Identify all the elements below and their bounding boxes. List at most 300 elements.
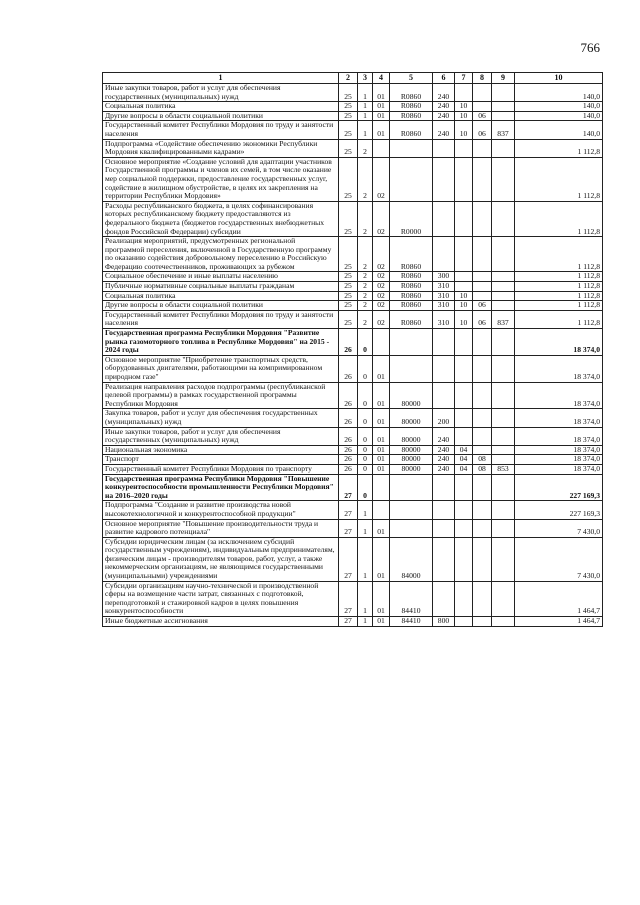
code-cell xyxy=(455,355,473,382)
row-name-cell: Публичные нормативные социальные выплаты гражданам xyxy=(103,282,339,292)
table-row xyxy=(103,291,603,301)
code-cell xyxy=(473,519,492,537)
code-cell: 26 xyxy=(339,409,358,427)
code-cell xyxy=(492,139,515,157)
code-cell: 01 xyxy=(373,581,390,616)
code-cell xyxy=(492,617,515,627)
code-cell: 06 xyxy=(473,301,492,311)
page-number: 766 xyxy=(580,40,600,55)
code-cell: 10 xyxy=(455,291,473,301)
code-cell: 04 xyxy=(455,445,473,455)
row-name-cell: Другие вопросы в области социальной политики xyxy=(103,111,339,121)
table-row xyxy=(103,501,603,519)
row-name-cell: Расходы республиканского бюджета, в целях софинансирования которых республиканскому бюджету предоставляются из федерального бюджета (бюджетов государственных внебюджетных фондов Российской Федерации) субсидии xyxy=(103,201,339,236)
code-cell: 240 xyxy=(433,84,455,102)
row-name-cell: Социальная политика xyxy=(103,102,339,112)
code-cell xyxy=(390,519,433,537)
code-cell xyxy=(373,501,390,519)
code-cell: 01 xyxy=(373,111,390,121)
code-cell xyxy=(473,329,492,356)
table-row xyxy=(103,139,603,157)
code-cell xyxy=(492,282,515,292)
code-cell: 310 xyxy=(433,310,455,328)
code-cell: 25 xyxy=(339,157,358,201)
code-cell: 2 xyxy=(358,282,373,292)
code-cell: 1 xyxy=(358,84,373,102)
code-cell: 837 xyxy=(492,310,515,328)
code-cell: 25 xyxy=(339,201,358,236)
code-cell: R0860 xyxy=(390,310,433,328)
table-row xyxy=(103,201,603,236)
amount-cell: 1 464,7 xyxy=(515,581,603,616)
code-cell: 10 xyxy=(455,102,473,112)
row-name-cell: Транспорт xyxy=(103,455,339,465)
code-cell: 27 xyxy=(339,617,358,627)
code-cell: 310 xyxy=(433,291,455,301)
amount-cell: 18 374,0 xyxy=(515,329,603,356)
code-cell: 26 xyxy=(339,427,358,445)
code-cell: 02 xyxy=(373,157,390,201)
table-row xyxy=(103,121,603,139)
code-cell: 08 xyxy=(473,455,492,465)
table-row xyxy=(103,329,603,356)
code-cell xyxy=(492,329,515,356)
code-cell xyxy=(455,157,473,201)
code-cell: 0 xyxy=(358,355,373,382)
code-cell: 1 xyxy=(358,581,373,616)
amount-cell: 1 112,8 xyxy=(515,157,603,201)
code-cell: 26 xyxy=(339,355,358,382)
table-row xyxy=(103,301,603,311)
code-cell: 10 xyxy=(455,310,473,328)
code-cell xyxy=(473,272,492,282)
code-cell: R0860 xyxy=(390,237,433,272)
code-cell: 25 xyxy=(339,272,358,282)
code-cell: 02 xyxy=(373,291,390,301)
code-cell: 80000 xyxy=(390,409,433,427)
amount-cell: 140,0 xyxy=(515,121,603,139)
code-cell: 02 xyxy=(373,310,390,328)
code-cell xyxy=(433,157,455,201)
code-cell xyxy=(433,581,455,616)
code-cell xyxy=(433,237,455,272)
code-cell: 0 xyxy=(358,474,373,501)
code-cell xyxy=(492,519,515,537)
code-cell xyxy=(390,139,433,157)
code-cell: 26 xyxy=(339,329,358,356)
code-cell: 25 xyxy=(339,282,358,292)
code-cell xyxy=(455,427,473,445)
code-cell: 200 xyxy=(433,409,455,427)
code-cell xyxy=(390,501,433,519)
code-cell: 25 xyxy=(339,84,358,102)
code-cell xyxy=(390,355,433,382)
code-cell: 25 xyxy=(339,310,358,328)
code-cell: 1 xyxy=(358,617,373,627)
code-cell: R0000 xyxy=(390,201,433,236)
code-cell: 26 xyxy=(339,464,358,474)
code-cell: 240 xyxy=(433,464,455,474)
code-cell xyxy=(492,455,515,465)
code-cell: 2 xyxy=(358,157,373,201)
code-cell xyxy=(433,139,455,157)
code-cell: 84410 xyxy=(390,617,433,627)
row-name-cell: Подпрограмма «Содействие обеспечению экономики Республики Мордовия квалифицированными кадрами» xyxy=(103,139,339,157)
code-cell: 1 xyxy=(358,537,373,581)
code-cell xyxy=(492,102,515,112)
code-cell xyxy=(433,474,455,501)
code-cell: 25 xyxy=(339,301,358,311)
code-cell: 01 xyxy=(373,455,390,465)
code-cell: 1 xyxy=(358,111,373,121)
code-cell: 02 xyxy=(373,301,390,311)
amount-cell: 140,0 xyxy=(515,111,603,121)
column-header: 1 xyxy=(103,73,339,84)
code-cell xyxy=(390,474,433,501)
code-cell xyxy=(492,84,515,102)
code-cell: 01 xyxy=(373,355,390,382)
table-row xyxy=(103,445,603,455)
code-cell: 1 xyxy=(358,121,373,139)
code-cell xyxy=(373,329,390,356)
amount-cell: 1 112,8 xyxy=(515,201,603,236)
column-header: 10 xyxy=(515,73,603,84)
row-name-cell: Социальное обеспечение и иные выплаты населению xyxy=(103,272,339,282)
code-cell xyxy=(492,237,515,272)
row-name-cell: Государственная программа Республики Мордовия "Развитие рынка газомоторного топлива в Республике Мордовия" на 2015 - 2024 годы xyxy=(103,329,339,356)
table-row xyxy=(103,84,603,102)
amount-cell: 140,0 xyxy=(515,102,603,112)
row-name-cell: Подпрограмма "Создание и развитие производства новой высокотехнологичной и конкурентоспособной продукции" xyxy=(103,501,339,519)
code-cell: 26 xyxy=(339,445,358,455)
column-header: 4 xyxy=(373,73,390,84)
code-cell xyxy=(455,139,473,157)
code-cell: 01 xyxy=(373,102,390,112)
code-cell: 240 xyxy=(433,427,455,445)
code-cell: 800 xyxy=(433,617,455,627)
code-cell xyxy=(433,519,455,537)
code-cell: 25 xyxy=(339,121,358,139)
amount-cell: 227 169,3 xyxy=(515,474,603,501)
code-cell xyxy=(473,84,492,102)
code-cell xyxy=(455,501,473,519)
code-cell: 04 xyxy=(455,464,473,474)
amount-cell: 18 374,0 xyxy=(515,409,603,427)
code-cell xyxy=(473,474,492,501)
code-cell xyxy=(473,237,492,272)
code-cell xyxy=(492,382,515,409)
code-cell xyxy=(473,157,492,201)
table-row xyxy=(103,355,603,382)
code-cell: 240 xyxy=(433,111,455,121)
table-body xyxy=(103,84,603,627)
code-cell: 06 xyxy=(473,121,492,139)
table-row xyxy=(103,581,603,616)
code-cell: 26 xyxy=(339,382,358,409)
code-cell xyxy=(492,111,515,121)
column-header: 6 xyxy=(433,73,455,84)
code-cell xyxy=(455,84,473,102)
code-cell: 2 xyxy=(358,139,373,157)
row-name-cell: Национальная экономика xyxy=(103,445,339,455)
code-cell xyxy=(473,445,492,455)
code-cell xyxy=(455,617,473,627)
code-cell xyxy=(492,427,515,445)
code-cell: 240 xyxy=(433,121,455,139)
column-header: 5 xyxy=(390,73,433,84)
code-cell: 04 xyxy=(455,455,473,465)
code-cell: 84000 xyxy=(390,537,433,581)
code-cell xyxy=(455,581,473,616)
code-cell: 26 xyxy=(339,455,358,465)
table-row xyxy=(103,272,603,282)
code-cell xyxy=(492,301,515,311)
table-row xyxy=(103,282,603,292)
code-cell xyxy=(473,581,492,616)
row-name-cell: Субсидии организациям научно-технической и производственной сферы на возмещение части затрат, связанных с подготовкой, переподготовкой и стажировкой кадров в целях повышения конкурентоспособности xyxy=(103,581,339,616)
code-cell: 25 xyxy=(339,102,358,112)
code-cell: 01 xyxy=(373,409,390,427)
code-cell xyxy=(473,139,492,157)
amount-cell: 1 112,8 xyxy=(515,139,603,157)
amount-cell: 18 374,0 xyxy=(515,427,603,445)
code-cell: R0860 xyxy=(390,272,433,282)
code-cell: 08 xyxy=(473,464,492,474)
code-cell xyxy=(373,474,390,501)
row-name-cell: Основное мероприятие «Создание условий для адаптации участников Государственной программы и членов их семей, в том числе оказание мер социальной поддержки, предоставление государственных услуг, содействие в жилищном обустройстве, в целях их закрепления на территории Республики Мордовия» xyxy=(103,157,339,201)
code-cell: 0 xyxy=(358,455,373,465)
code-cell: 0 xyxy=(358,445,373,455)
code-cell xyxy=(433,201,455,236)
code-cell: 01 xyxy=(373,382,390,409)
budget-table xyxy=(102,72,603,627)
code-cell: 10 xyxy=(455,301,473,311)
code-cell: R0860 xyxy=(390,121,433,139)
code-cell xyxy=(473,355,492,382)
column-header: 7 xyxy=(455,73,473,84)
code-cell: 1 xyxy=(358,519,373,537)
code-cell xyxy=(492,409,515,427)
row-name-cell: Реализация мероприятий, предусмотренных региональной программой переселения, включенной в Государственную программу по оказанию содействия добровольному переселению в Российскую Федерацию соотечественников, проживающих за рубежом xyxy=(103,237,339,272)
amount-cell: 140,0 xyxy=(515,84,603,102)
table-row xyxy=(103,427,603,445)
code-cell xyxy=(433,537,455,581)
code-cell: 25 xyxy=(339,291,358,301)
table-row xyxy=(103,617,603,627)
code-cell: 02 xyxy=(373,272,390,282)
table-row xyxy=(103,237,603,272)
code-cell xyxy=(473,617,492,627)
row-name-cell: Субсидии юридическим лицам (за исключением субсидий государственным учреждениям), индивидуальным предпринимателям, физическим лицам - производителям товаров, работ, услуг, а также некоммерческим организациям, не являющимся государственными (муниципальными) учреждениями xyxy=(103,537,339,581)
code-cell: 84410 xyxy=(390,581,433,616)
code-cell: 240 xyxy=(433,102,455,112)
table-row xyxy=(103,111,603,121)
row-name-cell: Основное мероприятие "Повышение производительности труда и развитие кадрового потенциала" xyxy=(103,519,339,537)
code-cell: 80000 xyxy=(390,427,433,445)
code-cell xyxy=(492,201,515,236)
code-cell xyxy=(492,355,515,382)
code-cell xyxy=(492,157,515,201)
code-cell: 27 xyxy=(339,581,358,616)
table-header-row xyxy=(103,73,603,84)
code-cell: 01 xyxy=(373,427,390,445)
code-cell: 02 xyxy=(373,201,390,236)
code-cell: 01 xyxy=(373,464,390,474)
column-header: 3 xyxy=(358,73,373,84)
code-cell xyxy=(492,474,515,501)
code-cell: 0 xyxy=(358,329,373,356)
code-cell: 01 xyxy=(373,121,390,139)
row-name-cell: Иные закупки товаров, работ и услуг для обеспечения государственных (муниципальных) нужд xyxy=(103,84,339,102)
code-cell: 837 xyxy=(492,121,515,139)
table-row xyxy=(103,409,603,427)
code-cell: 300 xyxy=(433,272,455,282)
code-cell xyxy=(492,445,515,455)
table-row xyxy=(103,519,603,537)
row-name-cell: Иные закупки товаров, работ и услуг для обеспечения государственных (муниципальных) нужд xyxy=(103,427,339,445)
code-cell xyxy=(455,282,473,292)
amount-cell: 1 112,8 xyxy=(515,272,603,282)
code-cell xyxy=(455,201,473,236)
row-name-cell: Государственная программа Республики Мордовия "Повышение конкурентоспособности промышленности Республики Мордовия" на 2016–2020 годы xyxy=(103,474,339,501)
code-cell: 1 xyxy=(358,102,373,112)
row-name-cell: Иные бюджетные ассигнования xyxy=(103,617,339,627)
code-cell: 2 xyxy=(358,201,373,236)
code-cell xyxy=(373,139,390,157)
code-cell xyxy=(455,237,473,272)
code-cell xyxy=(455,537,473,581)
code-cell: R0860 xyxy=(390,111,433,121)
row-name-cell: Реализация направления расходов подпрограммы (республиканской целевой программы) в рамках государственной программы Республики Мордовия xyxy=(103,382,339,409)
code-cell xyxy=(473,282,492,292)
code-cell: 0 xyxy=(358,409,373,427)
code-cell xyxy=(455,474,473,501)
code-cell: 310 xyxy=(433,301,455,311)
code-cell: 2 xyxy=(358,272,373,282)
code-cell xyxy=(473,427,492,445)
code-cell xyxy=(455,272,473,282)
code-cell: 02 xyxy=(373,237,390,272)
code-cell: 80000 xyxy=(390,464,433,474)
row-name-cell: Основное мероприятие "Приобретение транспортных средств, оборудованных двигателями, работающими на компримированном природном газе" xyxy=(103,355,339,382)
code-cell: 2 xyxy=(358,310,373,328)
column-header: 2 xyxy=(339,73,358,84)
code-cell: 0 xyxy=(358,427,373,445)
row-name-cell: Закупка товаров, работ и услуг для обеспечения государственных (муниципальных) нужд xyxy=(103,409,339,427)
code-cell: 2 xyxy=(358,237,373,272)
code-cell: 1 xyxy=(358,501,373,519)
code-cell: 240 xyxy=(433,445,455,455)
amount-cell: 7 430,0 xyxy=(515,537,603,581)
code-cell xyxy=(473,201,492,236)
code-cell: R0860 xyxy=(390,84,433,102)
code-cell xyxy=(492,291,515,301)
amount-cell: 1 112,8 xyxy=(515,310,603,328)
code-cell: 80000 xyxy=(390,445,433,455)
code-cell xyxy=(492,537,515,581)
code-cell xyxy=(433,501,455,519)
code-cell: 01 xyxy=(373,84,390,102)
amount-cell: 7 430,0 xyxy=(515,519,603,537)
code-cell xyxy=(455,409,473,427)
code-cell: R0860 xyxy=(390,291,433,301)
code-cell: R0860 xyxy=(390,102,433,112)
table-row xyxy=(103,382,603,409)
code-cell xyxy=(455,329,473,356)
code-cell xyxy=(473,537,492,581)
code-cell xyxy=(473,102,492,112)
table-row xyxy=(103,310,603,328)
amount-cell: 1 112,8 xyxy=(515,291,603,301)
amount-cell: 1 464,7 xyxy=(515,617,603,627)
code-cell: 27 xyxy=(339,474,358,501)
code-cell xyxy=(492,501,515,519)
code-cell: 27 xyxy=(339,519,358,537)
code-cell xyxy=(390,329,433,356)
table-row xyxy=(103,102,603,112)
code-cell: 2 xyxy=(358,291,373,301)
code-cell xyxy=(433,355,455,382)
table-row xyxy=(103,537,603,581)
code-cell xyxy=(433,329,455,356)
amount-cell: 1 112,8 xyxy=(515,301,603,311)
code-cell: 06 xyxy=(473,111,492,121)
code-cell: 27 xyxy=(339,501,358,519)
code-cell: 80000 xyxy=(390,455,433,465)
code-cell: 0 xyxy=(358,382,373,409)
code-cell xyxy=(390,157,433,201)
table-row xyxy=(103,157,603,201)
code-cell xyxy=(473,501,492,519)
table-row xyxy=(103,455,603,465)
row-name-cell: Социальная политика xyxy=(103,291,339,301)
amount-cell: 1 112,8 xyxy=(515,282,603,292)
code-cell: 01 xyxy=(373,519,390,537)
code-cell: 10 xyxy=(455,111,473,121)
row-name-cell: Государственный комитет Республики Мордовия по труду и занятости населения xyxy=(103,310,339,328)
row-name-cell: Государственный комитет Республики Мордовия по труду и занятости населения xyxy=(103,121,339,139)
column-header: 8 xyxy=(473,73,492,84)
code-cell: 25 xyxy=(339,139,358,157)
amount-cell: 18 374,0 xyxy=(515,382,603,409)
code-cell: 27 xyxy=(339,537,358,581)
code-cell xyxy=(455,382,473,409)
amount-cell: 18 374,0 xyxy=(515,445,603,455)
code-cell: 25 xyxy=(339,237,358,272)
code-cell: 01 xyxy=(373,537,390,581)
code-cell: 02 xyxy=(373,282,390,292)
code-cell xyxy=(492,272,515,282)
table-row xyxy=(103,464,603,474)
code-cell: 80000 xyxy=(390,382,433,409)
code-cell xyxy=(455,519,473,537)
row-name-cell: Другие вопросы в области социальной политики xyxy=(103,301,339,311)
code-cell xyxy=(473,291,492,301)
code-cell xyxy=(492,581,515,616)
code-cell: 06 xyxy=(473,310,492,328)
code-cell: 01 xyxy=(373,445,390,455)
code-cell xyxy=(473,382,492,409)
amount-cell: 18 374,0 xyxy=(515,464,603,474)
column-header: 9 xyxy=(492,73,515,84)
code-cell xyxy=(433,382,455,409)
code-cell: 01 xyxy=(373,617,390,627)
table-row xyxy=(103,474,603,501)
code-cell: 25 xyxy=(339,111,358,121)
code-cell: R0860 xyxy=(390,282,433,292)
amount-cell: 18 374,0 xyxy=(515,455,603,465)
amount-cell: 227 169,3 xyxy=(515,501,603,519)
